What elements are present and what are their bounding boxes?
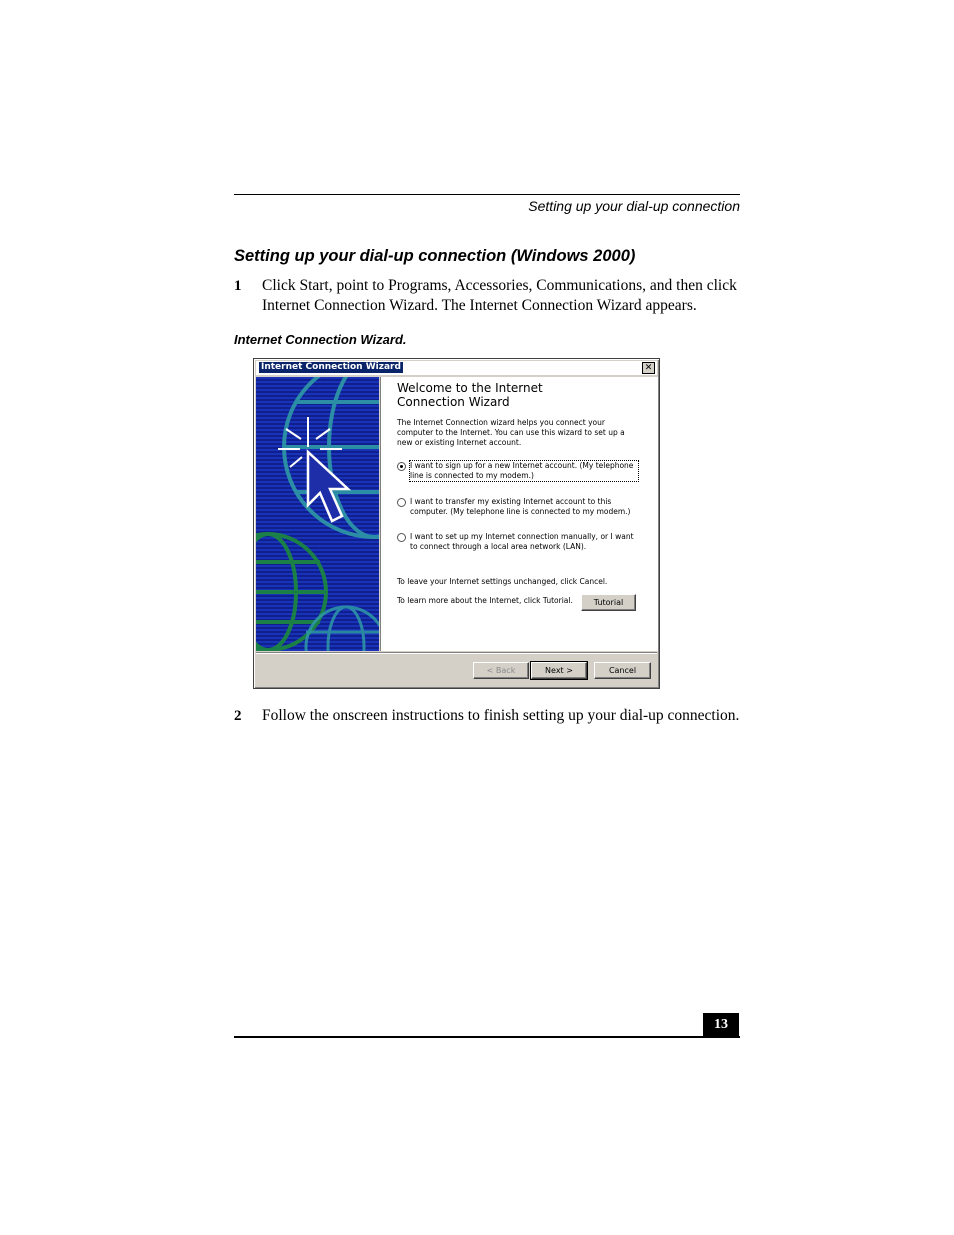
wizard-intro: The Internet Connection wizard helps you connect your computer to the Internet. You can use this wizard to set up a new or existing Internet account.	[397, 418, 625, 447]
option-label: I want to set up my Internet connection manually, or I want to connect through a local area network (LAN).	[410, 532, 634, 551]
learn-note: To learn more about the Internet, click Tutorial.	[397, 596, 573, 605]
wizard-content	[380, 377, 658, 651]
step-text: Click Start, point to Programs, Accessories, Communications, and then click Internet Connection Wizard. The Internet Connection Wizard appears.	[262, 277, 737, 314]
option-label: I want to transfer my existing Internet account to this computer. (My telephone line is connected to my modem.)	[410, 497, 631, 516]
next-button[interactable]: Next >	[531, 662, 587, 679]
option-label: I want to sign up for a new Internet account. (My telephone line is connected to my modem.)	[410, 461, 638, 481]
section-title: Setting up your dial-up connection (Windows 2000)	[234, 247, 636, 265]
radio-button-selected[interactable]	[397, 462, 406, 471]
dialog-separator	[256, 652, 657, 653]
running-head: Setting up your dial-up connection	[528, 198, 740, 214]
leave-note: To leave your Internet settings unchanged, click Cancel.	[397, 577, 608, 586]
back-button[interactable]: < Back	[473, 662, 529, 679]
top-rule	[234, 194, 740, 195]
bottom-rule	[234, 1036, 740, 1038]
step-number: 1	[234, 278, 242, 294]
close-icon[interactable]: ✕	[642, 362, 655, 374]
tutorial-button[interactable]: Tutorial	[581, 594, 636, 611]
wizard-artwork	[256, 377, 379, 651]
dialog-titlebar	[256, 361, 657, 375]
page-number: 13	[703, 1013, 739, 1036]
globe-icon-bottom	[306, 607, 379, 651]
step-number: 2	[234, 708, 242, 724]
figure-caption: Internet Connection Wizard.	[234, 332, 407, 347]
wizard-dialog	[253, 358, 660, 689]
step-text: Follow the onscreen instructions to finish setting up your dial-up connection.	[262, 707, 740, 724]
radio-button[interactable]	[397, 498, 406, 507]
cancel-button[interactable]: Cancel	[594, 662, 651, 679]
dialog-title: Internet Connection Wizard	[261, 362, 401, 372]
wizard-heading: Welcome to the Internet Connection Wizard	[397, 381, 543, 409]
globe-cursor-illustration	[256, 377, 379, 651]
radio-button[interactable]	[397, 533, 406, 542]
